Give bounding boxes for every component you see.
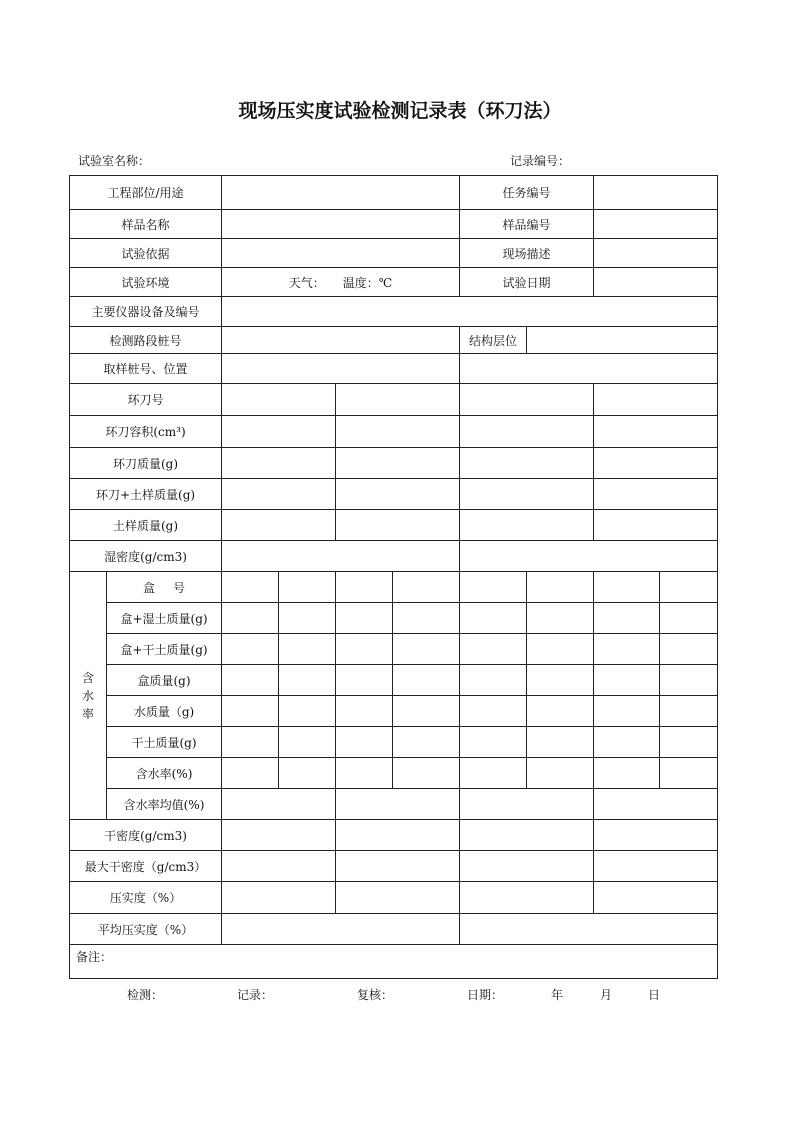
sampling-value-1[interactable] [222,354,460,384]
ring-volume-label: 环刀容积(cm³) [70,416,222,448]
ring-soil-mass-label: 环刀+土样质量(g) [70,479,222,510]
test-date-label: 试验日期 [460,268,594,297]
table-row [70,665,718,696]
day-label: 日 [648,988,661,1002]
test-basis-value[interactable] [222,239,460,268]
table-row [70,820,718,851]
table-row [70,384,718,416]
table-row [70,572,718,603]
table-row [70,882,718,914]
table-row [70,210,718,239]
test-basis-label: 试验依据 [70,239,222,268]
box-wet-soil-label: 盒+湿土质量(g) [107,603,222,634]
wet-density-label: 湿密度(g/cm3) [70,541,222,572]
project-part-label: 工程部位/用途 [70,176,222,210]
inspector-label: 检测： [127,988,164,1002]
table-row [70,297,718,327]
moisture-avg-label: 含水率均值(%) [107,789,222,820]
table-row [70,327,718,354]
table-row [70,354,718,384]
site-desc-value[interactable] [594,239,718,268]
table-row [70,851,718,882]
sample-name-label: 样品名称 [70,210,222,239]
test-env-label: 试验环境 [70,268,222,297]
sample-no-label: 样品编号 [460,210,594,239]
record-form-table [69,175,718,979]
table-row [70,914,718,945]
table-row [70,945,718,979]
reviewer-label: 复核： [357,988,394,1002]
instruments-label: 主要仪器设备及编号 [70,297,222,327]
remarks-field[interactable] [70,945,718,979]
table-row [70,510,718,541]
task-no-value[interactable] [594,176,718,210]
lab-name-label: 试验室名称： [78,154,151,168]
avg-compaction-label: 平均压实度（%） [70,914,222,945]
table-row [70,541,718,572]
structure-layer-label: 结构层位 [460,327,527,354]
recorder-label: 记录： [237,988,274,1002]
moisture-label: 含水率(%) [107,758,222,789]
task-no-label: 任务编号 [460,176,594,210]
dry-soil-mass-label: 干土质量(g) [107,727,222,758]
form-title: 现场压实度试验检测记录表（环刀法） [238,100,562,122]
site-desc-label: 现场描述 [460,239,594,268]
box-no-label: 盒 号 [107,572,222,603]
table-row [70,758,718,789]
station-label: 检测路段桩号 [70,327,222,354]
table-row [70,448,718,479]
temperature-label: 温度：℃ [342,275,393,290]
table-row [70,416,718,448]
sampling-label: 取样桩号、位置 [70,354,222,384]
compaction-label: 压实度（%） [70,882,222,914]
station-value[interactable] [222,327,460,354]
table-row [70,634,718,665]
remarks-label: 备注： [76,950,113,964]
record-number-label: 记录编号： [510,154,571,168]
weather-temperature-cell[interactable] [222,268,460,297]
sampling-value-2[interactable] [460,354,718,384]
table-row [70,268,718,297]
ring-mass-label: 环刀质量(g) [70,448,222,479]
table-row [70,479,718,510]
project-part-value[interactable] [222,176,460,210]
sample-no-value[interactable] [594,210,718,239]
dry-density-label: 干密度(g/cm3) [70,820,222,851]
test-date-value[interactable] [594,268,718,297]
soil-mass-label: 土样质量(g) [70,510,222,541]
table-row [70,789,718,820]
structure-layer-value[interactable] [527,327,718,354]
weather-label: 天气： [288,275,325,290]
table-row [70,239,718,268]
water-mass-label: 水质量（g) [107,696,222,727]
table-row [70,696,718,727]
box-dry-soil-label: 盒+干土质量(g) [107,634,222,665]
ring-no-label: 环刀号 [70,384,222,416]
year-label: 年 [551,988,564,1002]
box-mass-label: 盒质量(g) [107,665,222,696]
moisture-group-label: 含水率 [70,572,107,820]
instruments-value[interactable] [222,297,718,327]
date-label: 日期： [467,988,504,1002]
month-label: 月 [600,988,613,1002]
max-dry-density-label: 最大干密度（g/cm3） [70,851,222,882]
table-row [70,727,718,758]
table-row [70,603,718,634]
sample-name-value[interactable] [222,210,460,239]
table-row [70,176,718,210]
